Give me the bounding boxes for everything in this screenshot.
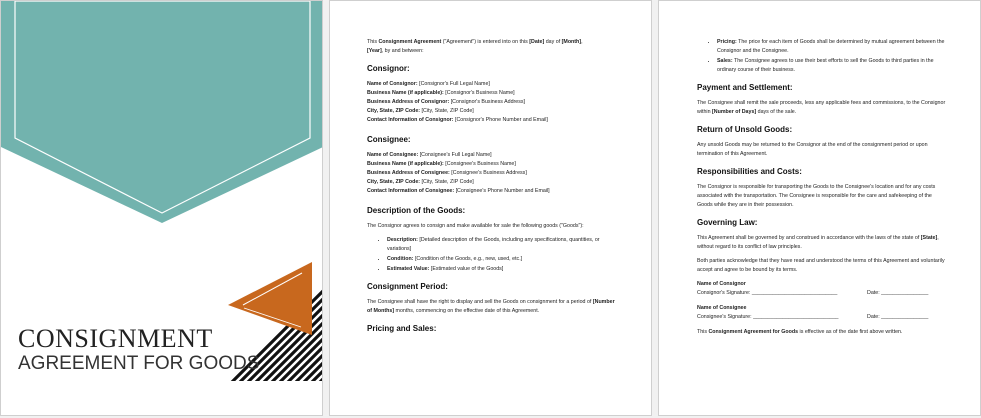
cover-title: CONSIGNMENT [18,324,213,353]
consignee-field [367,178,617,187]
consignee-field [367,169,617,178]
list-item [387,236,617,254]
period-text [367,298,617,316]
consignor-field [367,98,617,107]
name-label: Name of Consignor [697,281,746,287]
consignee-name-label [697,304,947,313]
item-value: The price for each item of Goods shall be determined by mutual agreement between the Consignor and the Consignee. [717,39,945,54]
page-2 [329,0,652,416]
consignor-name-label [697,280,947,289]
field-label: Business Name (if applicable): [367,161,444,167]
item-label: Pricing: [717,39,737,45]
name-label: Name of Consignee [697,305,747,311]
field-value: [City, State, ZIP Code] [420,179,474,185]
cover-subtitle: AGREEMENT FOR GOODS [18,353,260,374]
unsold-text: Any unsold Goods may be returned to the Consignor at the end of the consignment period or upon termination of this Agreement. [697,142,928,157]
consignor-field [367,80,617,89]
pricing-list [697,38,947,75]
intro-text: , [581,39,583,45]
orange-triangle [228,262,312,335]
consignee-field [367,187,617,196]
payment-text-part: days of the sale. [756,109,797,115]
field-label: Business Address of Consignee: [367,170,450,176]
item-label: Sales: [717,58,733,64]
field-value: [Consignor's Phone Number and Email] [453,117,548,123]
consignee-heading: Consignee: [367,135,411,144]
cover-page [0,0,323,416]
item-value: The Consignee agrees to use their best efforts to sell the Goods to third parties in the ordinary course of their business. [717,58,934,73]
field-label: Contact Information of Consignor: [367,117,454,123]
closing-text-part: is effective as of the date first above written. [798,329,903,335]
closing-text [697,328,947,337]
field-label: City, State, ZIP Code: [367,179,421,185]
period-text-part: months, commencing on the effective date of this Agreement. [394,308,540,314]
item-label: Estimated Value: [387,266,430,272]
consignor-heading: Consignor: [367,64,410,73]
item-label: Description: [387,237,418,243]
payment-text-part: The Consignee shall remit the sale proceeds, less any applicable fees and commissions, to the Consignor within [697,100,946,115]
field-label: Name of Consignee: [367,152,419,158]
goods-list [367,236,617,274]
page-3 [658,0,981,416]
pricing-heading: Pricing and Sales: [367,324,437,333]
law-heading: Governing Law: [697,218,758,227]
law-text [697,234,947,252]
field-value: [Consignee's Business Name] [443,161,516,167]
period-text-part: The Consignee shall have the right to display and sell the Goods on consignment for a period of [367,299,593,305]
law-text-part: , without regard to its conflict of law principles. [697,235,939,250]
consignor-field [367,116,617,125]
days-placeholder: [Number of Days] [712,109,757,115]
intro-text: , by and between: [381,48,424,54]
field-value: [Consignee's Business Address] [449,170,527,176]
closing-text-part: This [697,329,709,335]
teal-banner [1,1,323,223]
page-2-content [367,38,617,340]
months-placeholder: [Number of Months] [367,299,615,314]
consignor-signature-line: Consignor's Signature: _____________________________ [697,290,838,296]
field-label: City, State, ZIP Code: [367,108,421,114]
page-3-content [697,38,947,342]
field-value: [Consignor's Full Legal Name] [417,81,490,87]
payment-heading: Payment and Settlement: [697,83,793,92]
field-value: [Consignor's Business Name] [443,90,515,96]
acknowledge-text: Both parties acknowledge that they have read and understood the terms of this Agreement and voluntarily accept and agree to be bound by its terms. [697,258,945,273]
date-placeholder: [Date] [529,39,545,45]
consignor-field [367,89,617,98]
intro-paragraph [367,38,617,56]
law-text-part: This Agreement shall be governed by and construed in accordance with the laws of the state of [697,235,921,241]
consignee-field [367,151,617,160]
intro-text: ("Agreement") is entered into on this [441,39,530,45]
item-value: [Detailed description of the Goods, including any specifications, quantities, or variations] [387,237,600,252]
intro-bold: Consignment Agreement [378,39,442,45]
consignor-date-line: Date: ________________ [867,290,929,296]
consignor-field [367,107,617,116]
consignee-field [367,160,617,169]
item-label: Condition: [387,256,414,262]
field-label: Business Name (if applicable): [367,90,444,96]
list-item [717,57,947,75]
list-item [717,38,947,56]
goods-text: The Consignor agrees to consign and make available for sale the following goods ("Goods"): [367,223,584,229]
field-label: Business Address of Consignor: [367,99,450,105]
consignee-signature-row [697,313,947,322]
field-value: [Consignor's Business Address] [449,99,526,105]
item-value: [Condition of the Goods, e.g., new, used, etc.] [413,256,523,262]
field-value: [Consignee's Phone Number and Email] [454,188,550,194]
consignee-date-line: Date: ________________ [867,314,929,320]
costs-text: The Consignor is responsible for transporting the Goods to the Consignee's location and for any costs associated with the transportation. The Consignee is responsible for the care and safekeeping of the Goods while they are in their possession. [697,184,936,208]
field-value: [Consignee's Full Legal Name] [418,152,492,158]
intro-text: day of [544,39,562,45]
intro-text: This [367,39,379,45]
payment-text [697,99,947,117]
period-heading: Consignment Period: [367,282,448,291]
closing-bold: Consignment Agreement for Goods [708,329,799,335]
item-value: [Estimated value of the Goods] [429,266,504,272]
costs-heading: Responsibilities and Costs: [697,167,802,176]
consignee-signature-line: Consignee's Signature: _____________________________ [697,314,839,320]
year-placeholder: [Year] [367,48,382,54]
field-label: Name of Consignor: [367,81,418,87]
list-item [387,255,617,264]
consignor-signature-row [697,289,947,298]
unsold-heading: Return of Unsold Goods: [697,125,793,134]
field-label: Contact Information of Consignee: [367,188,455,194]
goods-heading: Description of the Goods: [367,206,466,215]
field-value: [City, State, ZIP Code] [420,108,474,114]
list-item [387,265,617,274]
month-placeholder: [Month] [561,39,582,45]
state-placeholder: [State] [920,235,938,241]
